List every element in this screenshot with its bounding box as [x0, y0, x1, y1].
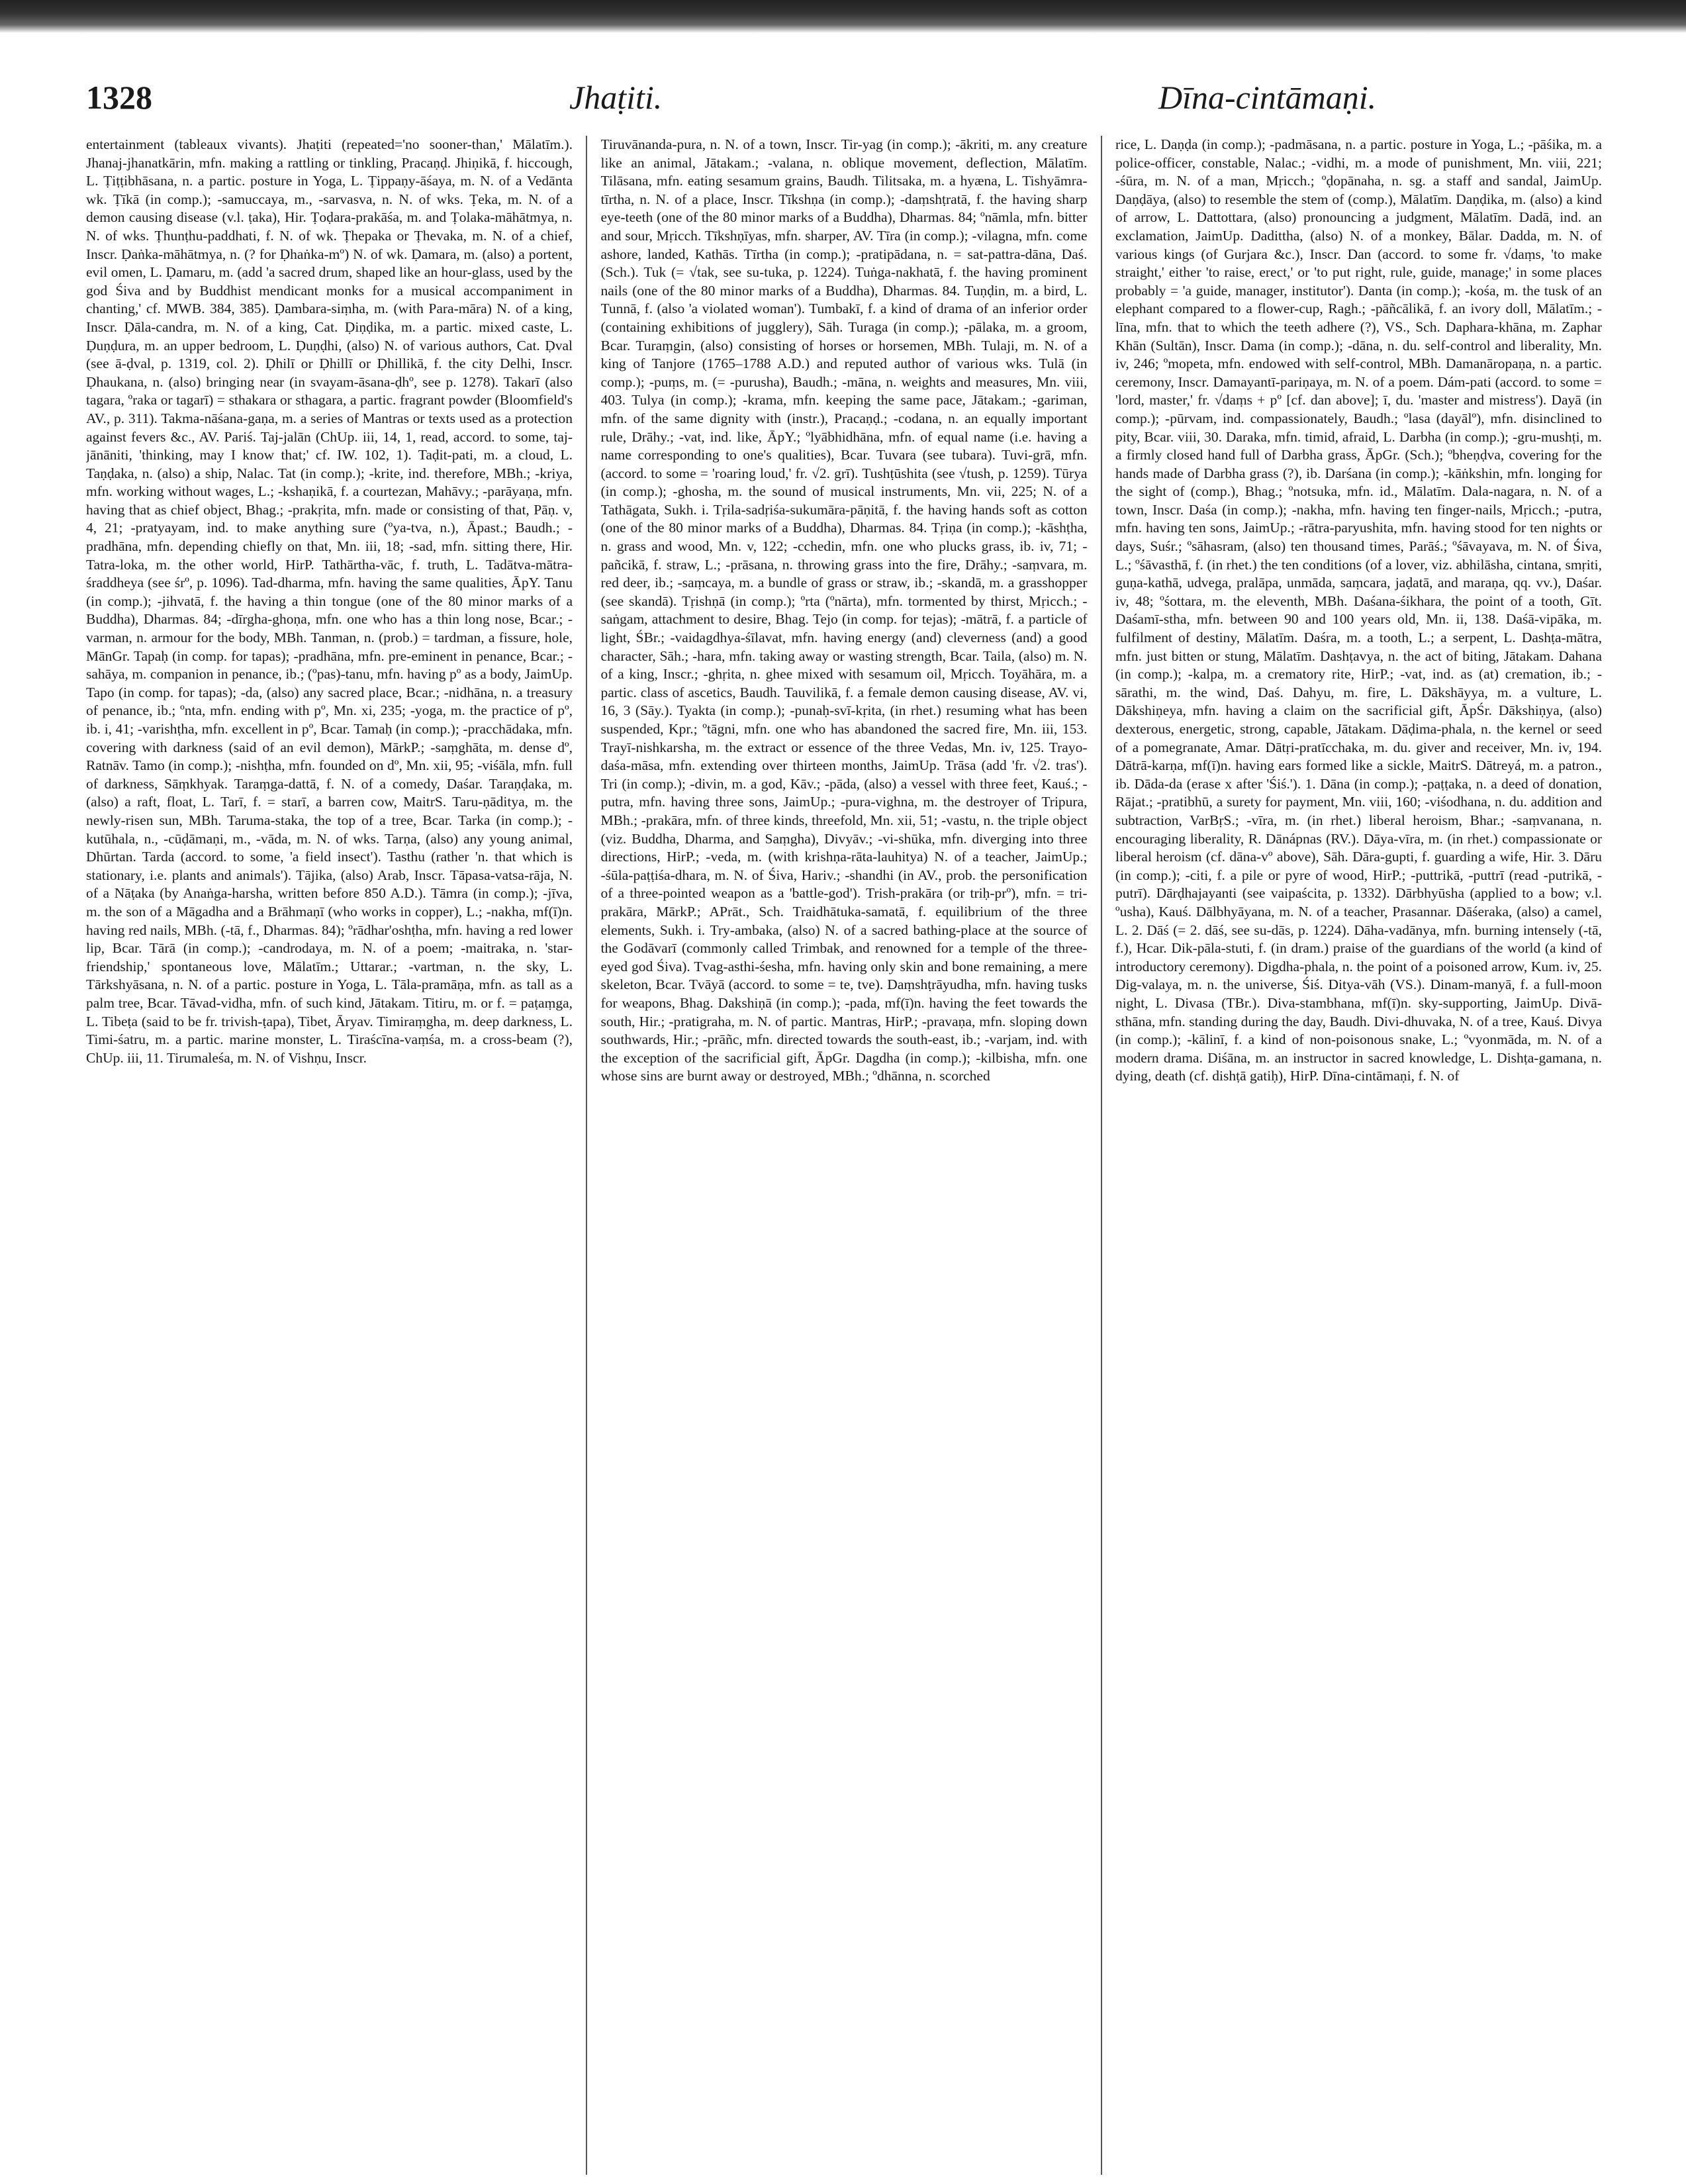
page-header — [86, 78, 1602, 131]
scan-edge — [0, 0, 1686, 33]
column-text: rice, L. Daṇḍa (in comp.); -padmāsana, n. a partic. posture in Yoga, L.; -pāśika, m. a police-officer, constable, Nalac.; -vidhi, m. a mode of punishment, Mn. viii, 221; -śūra, m. N. of a man, Mṛicch.; ºḍopānaha, n. sg. a staff and sandal, JaimUp. Daṇḍāya, (also) to resemble the stem of (comp.), Mālatīm. Daṇḍika, m. (also) a kind of arrow, L. Dattottara, (also) pronouncing a judgment, Mālatīm. Dadā, ind. an exclamation, JaimUp. Dadittha, (also) N. of a monkey, Bālar. Dadda, m. N. of various kings (of Gurjara &c.), Inscr. Dan (accord. to some fr. √daṃs, 'to make straight,' either 'to raise, erect,' or 'to put right, rule, guide, manage;' in some places probably = 'a guide, manager, institutor'). Danta (in comp.); -kośa, m. the tusk of an elephant compared to a flower-cup, Ragh.; -pāñcālikā, f. an ivory doll, Mālatīm.; -līna, mfn. that to which the teeth adhere (?), VS., Sch. Daphara-khāna, m. Zaphar Khān (Sultān), Inscr. Dama (in comp.); -dāna, n. du. self-control and liberality, Mn. iv, 246; ºmopeta, mfn. endowed with self-control, MBh. Damanāropaṇa, n. a partic. ceremony, Inscr. Damayantī-pariṇaya, m. N. of a poem. Dám-pati (accord. to some = 'lord, master,' fr. √daṃs + pº [cf. dan above]; ī, du. 'master and mistress'). Dayā (in comp.); -pūrvam, ind. compassionately, Baudh.; ºlasa (dayālº), mfn. disinclined to pity, Bcar. viii, 30. Daraka, mfn. timid, afraid, L. Darbha (in comp.); -gru-mushṭi, m. a firmly closed hand full of Darbha grass, ĀpGr. (Sch.); ºbheṇḍva, covering for the hands made of Darbha grass (?), ib. Darśana (in comp.); -kāṅkshin, mfn. longing for the sight of (comp.), Bhag.; ºnotsuka, mfn. id., Mālatīm. Dala-nagara, n. N. of a town, Inscr. Daśa (in comp.); -nakha, mfn. having ten finger-nails, Mṛicch.; -putra, mfn. having ten sons, JaimUp.; -rātra-paryushita, mfn. having stood for ten nights or days, Suśr.; ºsāhasram, (also) ten thousand times, Parāś.; ºśāvayava, m. N. of Śiva, L.; ºśāvasthā, f. (in rhet.) the ten conditions (of a lover, viz. abhilāsha, cintana, smṛiti, guṇa-kathā, udvega, pralāpa, unmāda, saṃcara, jaḍatā, and maraṇa, qq. vv.), Daśar. iv, 48; ºśottara, m. the eleventh, MBh. Daśana-śikhara, the point of a tooth, Gīt. Daśamī-stha, mfn. between 90 and 100 years old, Mn. ii, 138. Daśā-vipāka, m. fulfilment of destiny, Mālatīm. Daśra, m. a tooth, L.; a serpent, L. Dashṭa-mātra, mfn. just bitten or stung, Mālatīm. Dashṭavya, n. the act of biting, Jātakam. Dahana (in comp.); -kalpa, m. a crematory rite, HirP.; -vat, ind. as (at) cremation, ib.; -sārathi, m. the wind, Daś. Dahyu, m. fire, L. Dākshāyya, m. a vulture, L. Dākshiṇeya, mfn. having a claim on the sacrificial gift, ĀpŚr. Dākshiṇya, (also) dexterous, energetic, strong, capable, Jātakam. Dāḍima-phala, n. the kernel or seed of a pomegranate, Amar. Dātṛi-pratīcchaka, m. du. giver and receiver, Mn. iv, 194. Dātrā-karṇa, mf(ī)n. having ears formed like a sickle, MaitrS. Dātreyá, m. a patron., ib. Dāda-da (erase x after 'Śiś.'). 1. Dāna (in comp.); -paṭṭaka, n. a deed of donation, Rājat.; -pratibhū, a surety for payment, Mn. viii, 160; -viśodhana, n. du. addition and subtraction, VarBṛS.; -vīra, m. (in rhet.) liberal heroism, Bhar.; -saṃvanana, n. encouraging liberality, R. Dānápnas (RV.). Dāya-vīra, m. (in rhet.) compassionate or liberal heroism (cf. dāna-vº above), Sāh. Dāra-gupti, f. guarding a wife, Hir. 3. Dāru (in comp.); -citi, f. a pile or pyre of wood, HirP.; -puttrikā, -puttrī (read -putrikā, -putrī). Dārḍhajayanti (see vaipaścita, p. 1332). Dārbhyūsha (applied to a bow; v.l. ºusha), Kauś. Dālbhyāyana, m. N. of a teacher, Prasannar. Dāśeraka, (also) a camel, L. 2. Dāś (= 2. dāś, see su-dās, p. 1224). Dāha-vadānya, mfn. burning intensely (-tā, f.), Hcar. Dik-pāla-stuti, f. (in dram.) praise of the guardians of the world (a kind of introductory ceremony). Digdha-phala, n. the point of a poisoned arrow, Kum. iv, 25. Dig-valaya, m. n. the universe, Śiś. Ditya-vāh (VS.). Dinam-manyā, f. a full-moon night, L. Divasa (TBr.). Diva-stambhana, mf(ī)n. sky-supporting, JaimUp. Divā-sthāna, mfn. standing during the day, Baudh. Divi-dhuvaka, N. of a tree, Kauś. Divya (in comp.); -kālinī, f. a kind of non-poisonous snake, L.; ºvyonmāda, m. N. of a modern drama. Diśāna, m. an instructor in sacred knowledge, L. Dishṭa-gamana, n. dying, death (cf. dishṭā gatiḥ), HirP. Dīna-cintāmaṇi, f. N. of — [1115, 136, 1602, 1084]
column-text: entertainment (tableaux vivants). Jhaṭiti (repeated='no sooner-than,' Mālatīm.). Jhanaj-jhanatkārin, mfn. making a rattling or tinkling, Pracaṇḍ. Jhiṇikā, f. hiccough, L. Ṭiṭṭibhāsana, n. a partic. posture in Yoga, L. Ṭippaṇy-āśaya, m. N. of a Vedānta wk. Ṭīkā (in comp.); -samuccaya, m., -sarvasva, n. N. of wks. Ṭeka, m. N. of a demon causing disease (v.l. ṭaka), Hir. Ṭoḍara-prakāśa, m. and Ṭolaka-māhātmya, n. N. of wks. Ṭhunṭhu-paddhati, f. N. of wk. Ṭhepaka or Ṭhevaka, m. N. of a chief, Inscr. Ḍaṅka-māhātmya, n. (? for Ḍhaṅka-mº) N. of wk. Ḍamara, m. (also) a portent, evil omen, L. Ḍamaru, m. (add 'a sacred drum, shaped like an hour-glass, used by the god Śiva and by Buddhist mendicant monks for a musical accompaniment in chanting,' cf. MWB. 384, 385). Ḍambara-siṃha, m. (with Para-māra) N. of a king, Inscr. Ḍāla-candra, m. N. of a king, Cat. Ḍiṇḍika, m. a partic. mixed caste, L. Ḍuṇḍura, m. an upper bedroom, L. Ḍuṇḍhi, (also) N. of various authors, Cat. Ḍval (see ā-ḍval, p. 1319, col. 2). Ḍhilī or Ḍhillī or Ḍhillikā, f. the city Delhi, Inscr. Ḍhaukana, n. (also) bringing near (in svayam-āsana-ḍhº, see p. 1278). Takarī (also tagara, ºraka or tagarī) = sthakara or sthagara, a partic. fragrant powder (Bloomfield's AV., p. 311). Takma-nāśana-gaṇa, m. a series of Mantras or texts used as a protection against fevers &c., AV. Pariś. Taj-jalān (ChUp. iii, 14, 1, read, accord. to some, taj-jānāniti, 'thinking, may I know that;' cf. IW. 102, 1). Taḍit-pati, m. a cloud, L. Taṇḍaka, n. (also) a ship, Nalac. Tat (in comp.); -krite, ind. therefore, MBh.; -kriya, mfn. working without wages, L.; -kshaṇikā, f. a courtezan, Mahāvy.; -parāyaṇa, mfn. having that as chief object, Bhag.; -prakṛita, mfn. made or consisting of that, Pāṇ. v, 4, 21; -pratyayam, ind. to make anything sure (ºya-tva, n.), Āpast.; Baudh.; -pradhāna, mfn. depending chiefly on that, Mn. iii, 18; -sad, mfn. sitting there, Hir. Tatra-loka, m. the other world, HirP. Tathārtha-vāc, f. truth, L. Tadātva-mātra-śraddheya (see śrº, p. 1096). Tad-dharma, mfn. having the same qualities, ĀpY. Tanu (in comp.); -jihvatā, f. the having a thin tongue (one of the 80 minor marks of a Buddha), Dharmas. 84; -dīrgha-ghoṇa, mfn. one who has a thin long nose, Bcar.; -varman, n. armour for the body, MBh. Tanman, n. (prob.) = tardman, a fissure, hole, MānGr. Tapaḥ (in comp. for tapas); -pradhāna, mfn. pre-eminent in penance, Bcar.; -sahāya, m. companion in penance, ib.; (ºpas)-tanu, mfn. having pº as a body, JaimUp. Tapo (in comp. for tapas); -da, (also) any sacred place, Bcar.; -nidhāna, n. a treasury of penance, ib.; ºnta, mfn. ending with pº, Mn. xi, 235; -yoga, m. the practice of pº, ib. i, 41; -varishṭha, mfn. excellent in pº, Bcar. Tamaḥ (in comp.); -pracchādaka, mfn. covering with darkness (said of an evil demon), MārkP.; -saṃghāta, m. dense dº, Ratnāv. Tamo (in comp.); -nishṭha, mfn. founded on dº, Mn. xii, 95; -viśāla, mfn. full of darkness, Sāṃkhyak. Taraṃga-dattā, f. N. of a comedy, Daśar. Taraṇḍaka, m. (also) a raft, float, L. Tarī, f. = starī, a barren cow, MaitrS. Taru-ṇāditya, m. the newly-risen sun, MBh. Taruma-staka, the top of a tree, Bcar. Tarka (in comp.); -kutūhala, n., -cūḍāmaṇi, m., -vāda, m. N. of wks. Tarṇa, (also) any young animal, Dhūrtan. Tarda (accord. to some, 'a field insect'). Tasthu (rather 'n. that which is stationary, i.e. plants and animals'). Tājika, (also) Arab, Inscr. Tāpasa-vatsa-rāja, N. of a Nāṭaka (by Anaṅga-harsha, written before 850 A.D.). Tāmra (in comp.); -jīva, m. the son of a Māgadha and a Brāhmaṇī (who works in copper), L.; -nakha, mf(ī)n. having red nails, MBh. (-tā, f., Dharmas. 84); ºrādhar'oshṭha, mfn. having a red lower lip, Bcar. Tārā (in comp.); -candrodaya, m. N. of a poem; -maitraka, n. 'star-friendship,' spontaneous love, Mālatīm.; Uttarar.; -vartman, n. the sky, L. Tārkshyāsana, n. N. of a partic. posture in Yoga, L. Tāla-pramāṇa, mfn. as tall as a palm tree, Bcar. Tāvad-vidha, mfn. of such kind, Jātakam. Titiru, m. or f. = paṭaṃga, L. Tibeṭa (said to be fr. trivish-ṭapa), Tibet, Āryav. Timiraṃgha, m. deep darkness, L. Timi-śatru, m. a partic. marine monster, L. Tiraścīna-vaṃśa, m. a cross-beam (?), ChUp. iii, 11. Tirumaleśa, m. N. of Vishṇu, Inscr. — [86, 136, 573, 1066]
column-divider — [586, 136, 587, 2175]
left-headword: Jhaṭiti. — [569, 79, 663, 116]
column-2 — [601, 136, 1088, 2175]
page-number: 1328 — [86, 79, 152, 116]
column-1 — [86, 136, 573, 2175]
column-3 — [1115, 136, 1602, 2175]
column-text: Tiruvānanda-pura, n. N. of a town, Inscr. Tir-yag (in comp.); -ākriti, m. any creature like an animal, Jātakam.; -valana, n. oblique movement, deflection, Mālatīm. Tilāsana, mfn. eating sesamum grains, Baudh. Tilitsaka, m. a hyæna, L. Tishyāmra-tīrtha, n. N. of a place, Inscr. Tīkshṇa (in comp.); -daṃshṭratā, f. the having sharp eye-teeth (one of the 80 minor marks of a Buddha), Dharmas. 84; ºnāmla, mfn. bitter and sour, Mṛicch. Tīkshṇīyas, mfn. sharper, AV. Tīra (in comp.); -vilagna, mfn. come ashore, landed, Kathās. Tīrtha (in comp.); -pratipādana, n. = sat-pattra-dāna, Daś. (Sch.). Tuk (= √tak, see su-tuka, p. 1224). Tuṅga-nakhatā, f. the having prominent nails (one of the 80 minor marks of a Buddha), Dharmas. 84. Tuṇḍin, m. a bird, L. Tunnā, f. (also 'a violated woman'). Tumbakī, f. a kind of drama of an inferior order (containing exhibitions of jugglery), Sāh. Turaga (in comp.); -pālaka, m. a groom, Bcar. Turaṃgin, (also) consisting of horses or horsemen, MBh. Tulaji, m. N. of a king of Tanjore (1765–1788 A.D.) and reputed author of various wks. Tulā (in comp.); -puṃs, m. (= -purusha), Baudh.; -māna, n. weights and measures, Mn. viii, 403. Tulya (in comp.); -krama, mfn. keeping the same pace, Jātakam.; -gariman, mfn. of the same dignity with (instr.), Pracaṇḍ.; -codana, n. an equally important rule, Drāhy.; -vat, ind. like, ĀpY.; ºlyābhidhāna, mfn. of equal name (i.e. having a name corresponding to one's qualities), Bcar. Tuvara (see tubara). Tuvi-grā, mfn. (accord. to some = 'roaring loud,' fr. √2. grī). Tushṭūshita (see √tush, p. 1259). Tūrya (in comp.); -ghosha, m. the sound of musical instruments, Mn. vii, 225; N. of a Tathāgata, Sukh. i. Tṛila-sadṛiśa-sukumāra-pāṇitā, f. the having hands soft as cotton (one of the 80 minor marks of a Buddha), Dharmas. 84. Tṛiṇa (in comp.); -kāshṭha, n. grass and wood, Mn. v, 122; -cchedin, mfn. one who plucks grass, ib. iv, 71; -pañcikā, f. straw, L.; -prāsana, n. throwing grass into the fire, Drāhy.; -saṃvara, m. red deer, ib.; -saṃcaya, m. a bundle of grass or straw, ib.; -skandā, m. a grasshopper (see skandā). Tṛishṇā (in comp.); ºrta (ºnārta), mfn. tormented by thirst, Mṛicch.; -saṅgam, attachment to desire, Bhag. Tejo (in comp. for tejas); -mātrā, f. a particle of light, ŚBr.; -vaidagdhya-śīlavat, mfn. having energy (and) cleverness (and) a good character, Sāh.; -hara, mfn. taking away or wasting strength, Bcar. Taila, (also) m. N. of a king, Inscr.; -ghṛita, n. ghee mixed with sesamum oil, Mṛicch. Toyāhāra, m. a partic. class of ascetics, Baudh. Tauvilikā, f. a female demon causing disease, AV. vi, 16, 3 (Sāy.). Tyakta (in comp.); -punaḥ-svī-kṛita, (in rhet.) resuming what has been suspended, Kpr.; ºtāgni, mfn. one who has abandoned the sacred fire, Mn. iii, 153. Trayī-nishkarsha, m. the extract or essence of the three Vedas, Mn. iv, 125. Trayo-daśa-māsa, mfn. extending over thirteen months, JaimUp. Trāsa (add 'fr. √2. tras'). Tri (in comp.); -divin, m. a god, Kāv.; -pāda, (also) a vessel with three feet, Kauś.; -putra, mfn. having three sons, JaimUp.; -pura-vighna, m. the destroyer of Tripura, MBh.; -prakāra, mfn. of three kinds, threefold, Mn. xii, 51; -vastu, n. the triple object (viz. Buddha, Dharma, and Saṃgha), Divyāv.; -vi-shūka, mfn. diverging into three directions, HirP.; -veda, m. (with krishṇa-rāta-lauhitya) N. of a teacher, JaimUp.; -śūla-paṭṭiśa-dhara, m. N. of Śiva, Hariv.; -shandhi (in AV., prob. the personification of a three-pointed weapon as a 'battle-god'). Trish-prakāra (or triḥ-prº), mfn. = tri-prakāra, MārkP.; APrāt., Sch. Traidhātuka-samatā, f. equilibrium of the three elements, Sukh. i. Try-ambaka, (also) N. of a sacred bathing-place at the source of the Godāvarī (commonly called Trimbak, and renowned for a temple of the three-eyed god Śiva). Tvag-asthi-śesha, mfn. having only skin and bone remaining, a mere skeleton, Bcar. Tvāyā (accord. to some = te, tve). Daṃshṭrāyudha, mfn. having tusks for weapons, Bhag. Dakshiṇā (in comp.); -pada, mf(ī)n. having the feet towards the south, Hir.; -pratigraha, m. N. of partic. Mantras, HirP.; -pravaṇa, mfn. sloping down southwards, Hir.; -prāñc, mfn. directed towards the south-east, ib.; -varjam, ind. with the exception of the sacrificial gift, ĀpGr. Dagdha (in comp.); -kilbisha, mfn. one whose sins are burnt away or destroyed, MBh.; ºdhānna, n. scorched — [600, 136, 1088, 1084]
right-headword: Dīna-cintāmaṇi. — [1158, 79, 1377, 116]
dictionary-columns — [86, 136, 1602, 2175]
column-divider — [1101, 136, 1102, 2175]
